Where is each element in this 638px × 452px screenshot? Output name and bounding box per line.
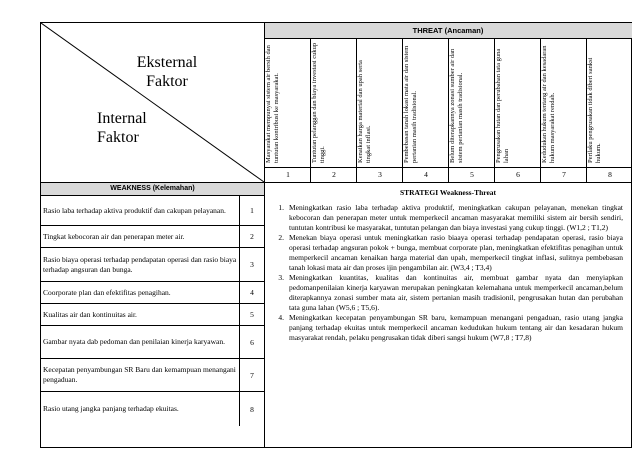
strategy-item xyxy=(267,203,623,233)
weakness-text: Kualitas air dan kontinuitas air. xyxy=(43,309,137,319)
strategy-text: Meningkatkan rasio laba terhadap aktiva produktif, meningkatkan cakupan pelayanan, menekan tingkat kebocoran dan penerapan meter untuk memperkecil ancaman masyarakat memiliki sistem air bersih sendiri, tuntutan kontribusi ke masyarakat, tuntutan pelangan dan biaya investasi yang cukup tinggi. (W1,2 ; T1,2) xyxy=(289,203,623,232)
weakness-text: Rasio utang jangka panjang terhadap ekuitas. xyxy=(43,404,179,413)
threat-column xyxy=(311,41,357,166)
weakness-row xyxy=(41,226,264,248)
weakness-text: Gambar nyata dab pedoman dan penilaian kinerja karyawan. xyxy=(43,337,226,346)
weakness-number: 2 xyxy=(239,226,264,247)
internal-label: Internal xyxy=(97,110,147,127)
threat-text: Perilaku pengrusakan tidak diberi sanksi hukum. xyxy=(587,57,602,163)
strategy-title: STRATEGI Weakness-Threat xyxy=(399,188,497,197)
strategy-number: 2. xyxy=(278,233,284,242)
threat-text: Pembebasan tanah lokasi mata air dan sistem pertanian masih tradisional. xyxy=(403,45,418,163)
threat-text: Pengrusakan hutan dan perubahan tata guna lahan xyxy=(495,48,510,163)
threat-text: Kenaikan harga material dan upah serta tingkat inflasi. xyxy=(357,60,372,163)
weakness-text: Coorporate plan dan efektifitas penagihan. xyxy=(43,287,171,297)
faktor-label-top: Faktor xyxy=(146,73,188,90)
weakness-row xyxy=(41,392,264,426)
threat-text: Masyarakat mempunyai sistem air bersih dan tuntutan kontribusi ke masyarakat. xyxy=(265,45,280,163)
strategy-text: Meningkatkan kecepatan penyambungan SR baru, kemampuan menangani pengaduan, rasio utang jangka panjang terhadap ekuitas untuk memperkecil ancaman kedudukan hukum tentang air dan kesadaran hukum masyarakat rendah, pelaku pengrusakan tidak diberi sangsi hukum (W7,8 ; T7,8) xyxy=(289,313,623,342)
threat-column xyxy=(541,41,587,166)
eksternal-label: Eksternal xyxy=(136,54,198,71)
strategy-text: Meningkatkan kuantitas, kualitas dan kontinuitas air, membuat gambar nyata dan menyiapkan pedomanpenilaian kinerja karyawan merupakan peningkatan kelemahana untuk memperkecil ancaman,belum diterapkannya zonasi sumber mata air, sistem pertanian masih tradisionil, pengrusakan hutan dan perubahan tata guna lahan (W5,6 ; T5,6). xyxy=(289,273,623,312)
threat-number: 8 xyxy=(608,170,612,179)
threat-number: 7 xyxy=(562,170,566,179)
weakness-row xyxy=(41,248,264,282)
threat-column xyxy=(587,41,633,166)
strategy-item xyxy=(267,313,623,343)
weakness-number: 5 xyxy=(239,304,264,325)
strategy-item xyxy=(267,273,623,313)
weakness-text: Rasio biaya operasi terhadap pendapatan operasi dan rasio biaya terhadap angsuran dan bunga. xyxy=(43,254,237,274)
weakness-text: Tingkat kebocoran air dan penerapan meter air. xyxy=(43,231,185,241)
weakness-row xyxy=(41,304,264,326)
weakness-number: 3 xyxy=(239,248,264,281)
weakness-number: 1 xyxy=(239,196,264,225)
weakness-text: Kecepatan penyambungan SR Baru dan kemampuan menangani pengaduan. xyxy=(43,365,236,384)
weakness-row xyxy=(41,196,264,226)
corner-diagonal xyxy=(41,23,265,183)
strategy-number: 4. xyxy=(278,313,284,322)
threat-text: Kedudukan hukum tentang air dan kesadaran hukum masyarakat rendah. xyxy=(541,45,556,163)
weakness-text: Rasio laba terhadap aktiva produktif dan cakupan pelayanan. xyxy=(43,205,226,215)
weakness-row xyxy=(41,359,264,392)
weakness-row xyxy=(41,326,264,359)
threat-number: 4 xyxy=(424,170,428,179)
weakness-row xyxy=(41,282,264,304)
weakness-number: 8 xyxy=(239,392,264,426)
threat-number: 5 xyxy=(470,170,474,179)
threat-column xyxy=(449,41,495,166)
strategy-item xyxy=(267,233,623,273)
internal-faktor-label xyxy=(97,109,147,147)
threat-text: Tuntutan pelanggan dan biaya investasi cukup tinggi. xyxy=(311,42,326,163)
threat-header: THREAT (Ancaman) xyxy=(264,23,632,39)
weakness-number: 7 xyxy=(239,359,264,391)
weakness-header: WEAKNESS (Kelemahan) xyxy=(41,183,264,196)
threat-number: 6 xyxy=(516,170,520,179)
strategy-number: 1. xyxy=(278,203,284,212)
weakness-number: 4 xyxy=(239,282,264,303)
threat-column xyxy=(495,41,541,166)
strategy-text: Menekan biaya operasi untuk meningkatkan rasio biaaya operasi terhadap pendapatan operasi, rasio biaya operasi terhadap angsuran pokok + bunga, membuat corporate plan, meningkatkan efektifitas penagihan untuk memperkecil ancaman kenaikan harga material dan upah, memperkecil tingkat inflasi, sulitnya pembebasan tanah lokasi mata air dan proses ijin pengambilan air. (W3,4 ; T3,4) xyxy=(289,233,623,272)
threat-number: 3 xyxy=(378,170,382,179)
threat-number: 1 xyxy=(286,170,290,179)
strategy-list xyxy=(267,203,623,343)
threat-column xyxy=(357,41,403,166)
swot-matrix-table xyxy=(40,22,632,448)
faktor-label-bottom: Faktor xyxy=(97,129,139,146)
threat-column xyxy=(265,41,311,166)
weakness-number: 6 xyxy=(239,326,264,358)
strategy-number: 3. xyxy=(278,273,284,282)
threat-column xyxy=(403,41,449,166)
threat-text: Belum diterapkannya zonasi sumber air dan sistem pertanian masih tradisional. xyxy=(449,48,464,163)
eksternal-faktor-label xyxy=(126,53,208,91)
threat-number: 2 xyxy=(332,170,336,179)
